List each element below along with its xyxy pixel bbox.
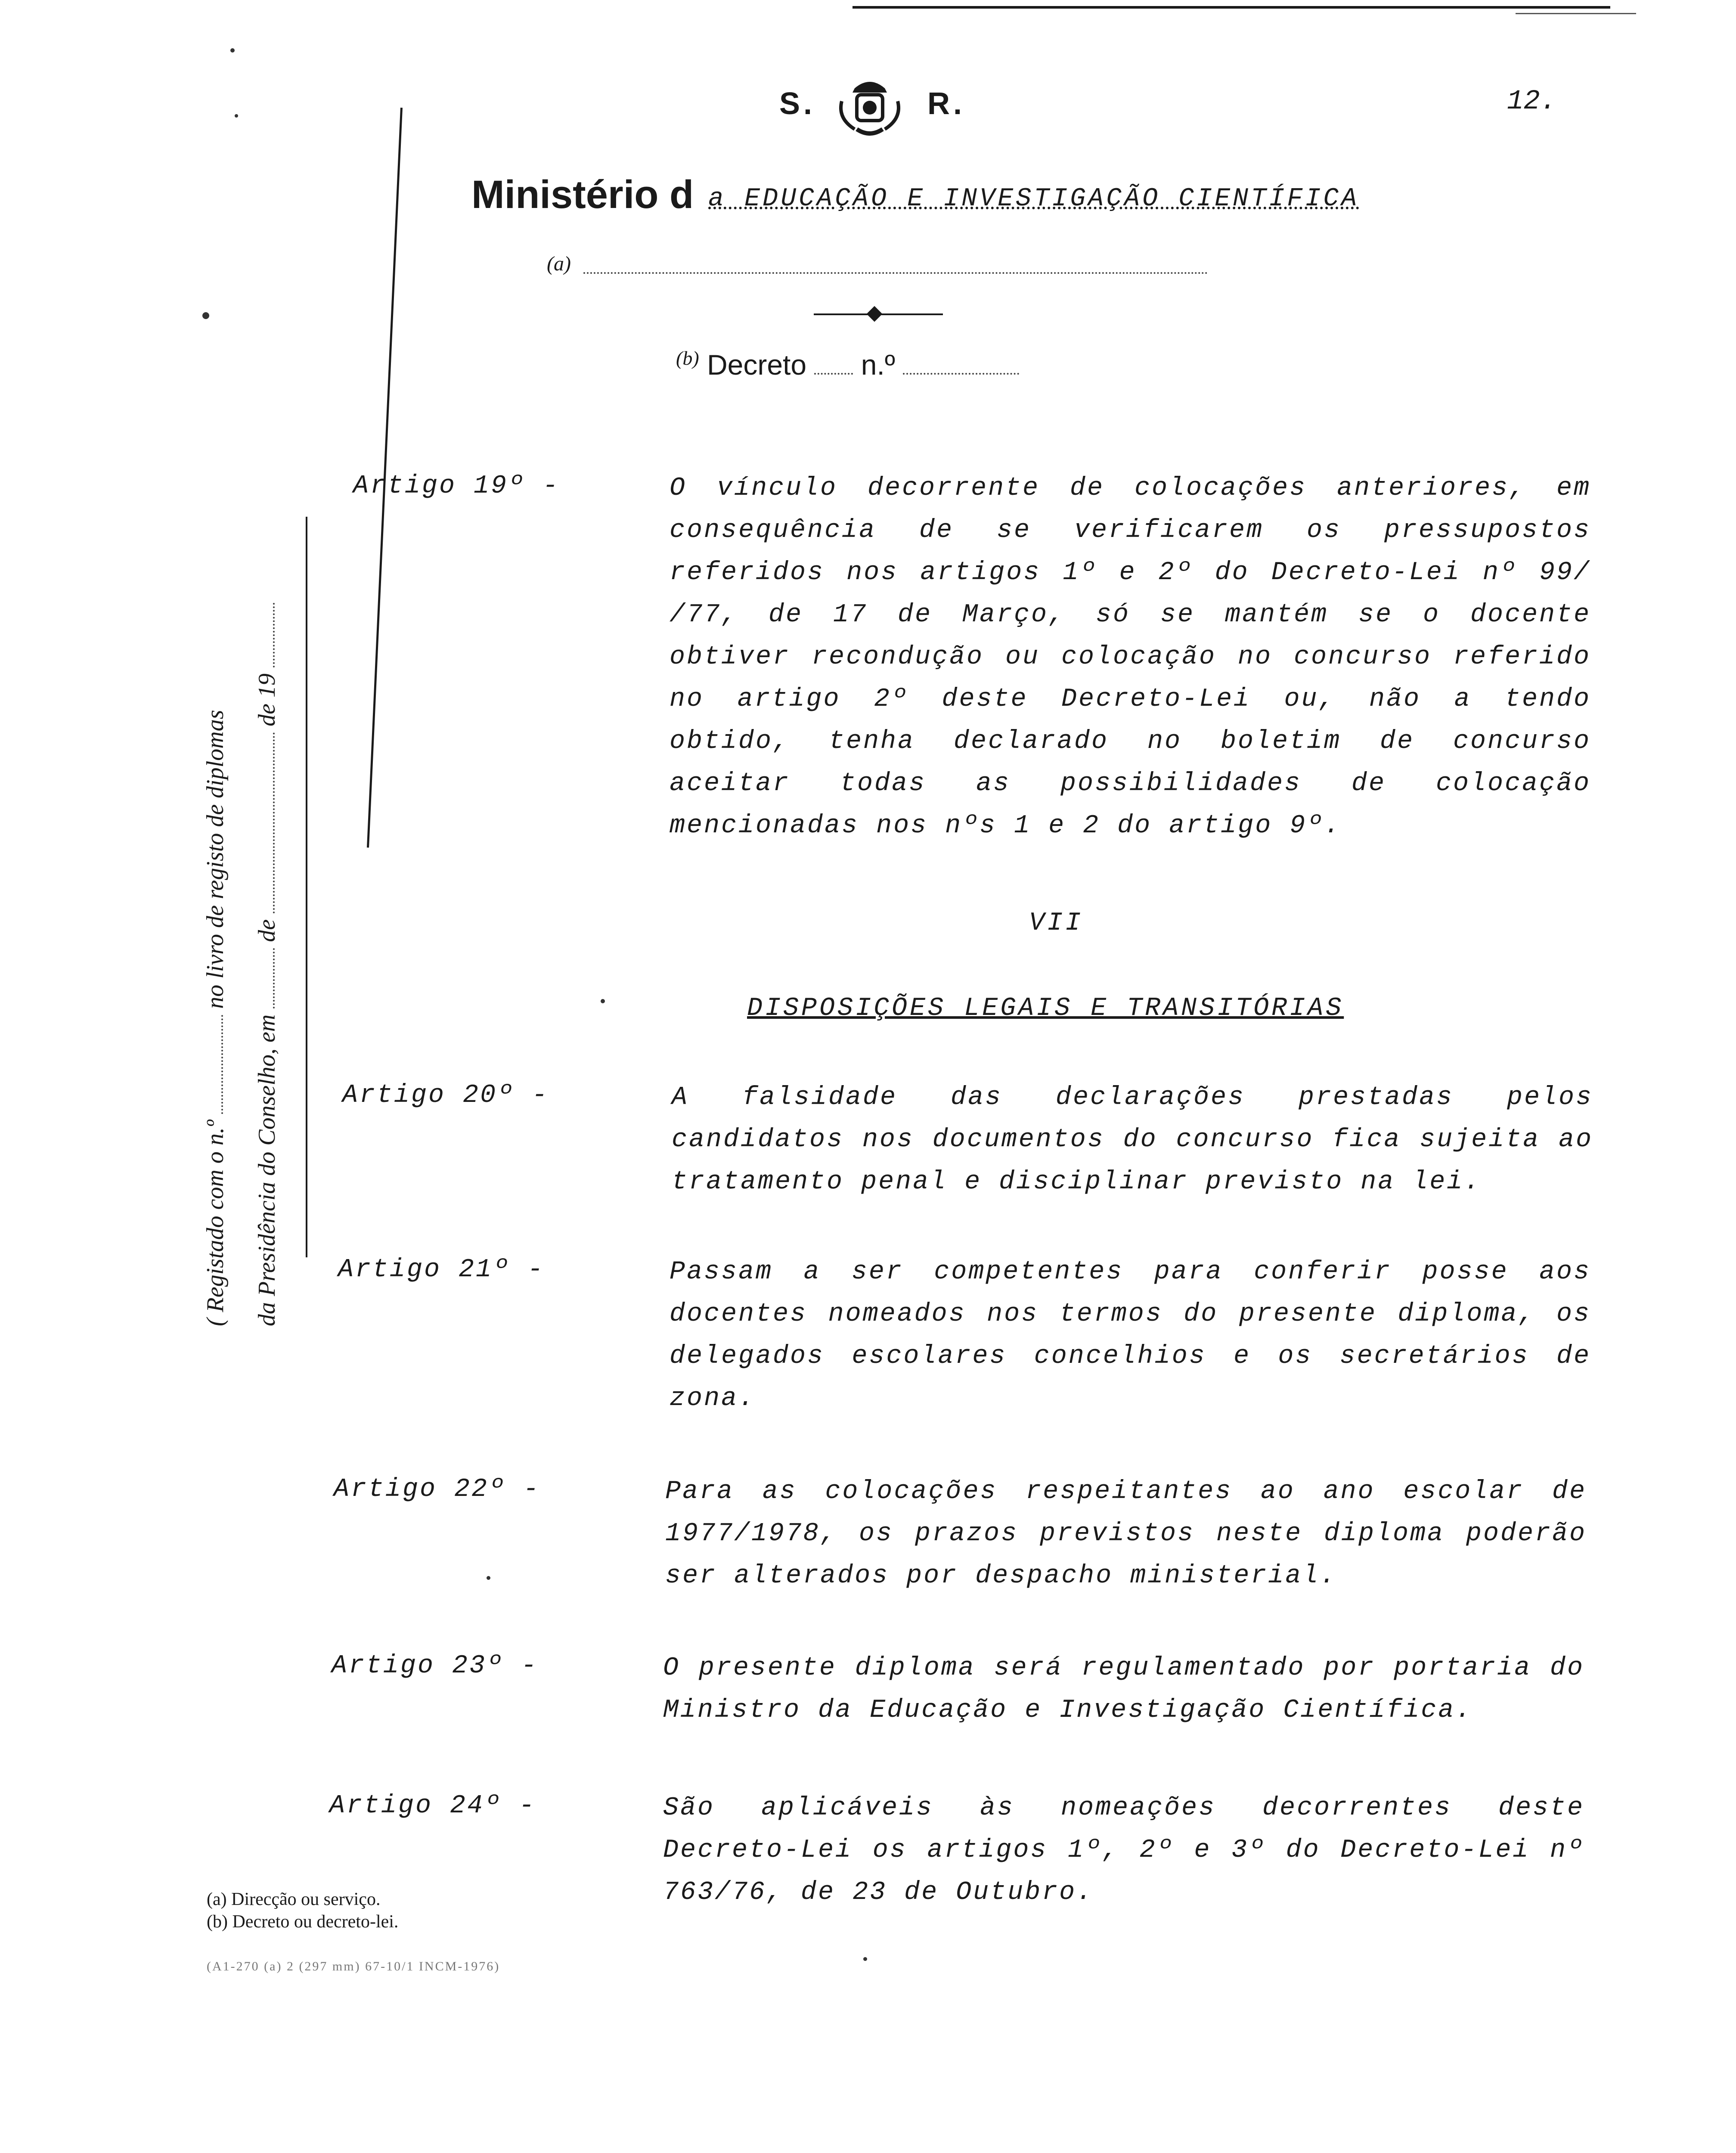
divider-diamond-icon <box>867 306 883 322</box>
article-24-label: Artigo 24º - <box>329 1791 536 1821</box>
register-line-2 <box>241 517 293 1326</box>
sr-right: R. <box>927 87 966 121</box>
article-22-text: Para as colocações respeitantes ao ano escolar de 1977/1978, os prazos previstos neste diploma poderão ser alterados por despacho ministerial. <box>665 1477 1587 1591</box>
register-year-field <box>260 603 275 667</box>
register-month-field <box>260 732 275 913</box>
scan-speck <box>230 48 235 53</box>
top-rule <box>852 6 1610 9</box>
line-a-label: (a) <box>547 252 571 275</box>
footnote-b: (b) Decreto ou decreto-lei. <box>207 1912 399 1932</box>
decreto-number-label: n.º <box>861 349 895 381</box>
register-of-label: de <box>254 919 280 942</box>
sr-left: S. <box>779 87 816 121</box>
article-20-label: Artigo 20º - <box>342 1081 549 1110</box>
article-24-text: São aplicáveis às nomeações decorrentes deste Decreto-Lei os artigos 1º, 2º e 3º do Decreto-Lei nº 763/76, de 23 de Outubro. <box>663 1793 1584 1907</box>
coat-of-arms-icon <box>833 75 906 140</box>
decreto-line <box>676 347 1019 381</box>
scan-speck <box>235 114 238 118</box>
section-title: DISPOSIÇÕES LEGAIS E TRANSITÓRIAS <box>747 994 1344 1023</box>
register-date-label: da Presidência do Conselho, em <box>254 1014 280 1326</box>
register-day-field <box>260 948 275 1008</box>
scan-speck <box>863 1957 867 1961</box>
printer-mark: (A1-270 (a) 2 (297 mm) 67-10/1 INCM-1976) <box>207 1959 500 1973</box>
register-box-line <box>306 517 307 1257</box>
article-21-label: Artigo 21º - <box>338 1255 545 1284</box>
page-number: 12. <box>1507 86 1557 117</box>
decreto-b-label: (b) <box>676 347 699 369</box>
top-rule-secondary <box>1516 13 1636 14</box>
register-book-label: no livro de registo de diplomas <box>202 710 229 1009</box>
line-a-field <box>583 272 1208 274</box>
ministry-title: Ministério d <box>471 173 694 217</box>
decreto-number-field <box>903 356 1019 375</box>
ministry-name: a EDUCAÇÃO E INVESTIGAÇÃO CIENTÍFICA <box>708 184 1360 214</box>
footnote-a: (a) Direcção ou serviço. <box>207 1889 381 1909</box>
scan-speck <box>202 312 209 319</box>
register-stamp <box>189 517 293 1326</box>
register-number-field <box>208 1015 223 1114</box>
article-19-text: O vínculo decorrente de colocações anteriores, em consequência de se verificarem os pressupostos referidos nos artigos 1º e 2º do Decreto-Lei nº 99/ /77, de 17 de Março, só se mantém se o docente obtiver recondução ou colocação no concurso referido no artigo 2º deste Decreto-Lei ou, não a tendo obtido, tenha declarado no boletim de concurso aceitar todas as possibilidades de colocação mencionadas nos nºs 1 e 2 do artigo 9º. <box>670 474 1591 841</box>
register-number-label: Registado com o n.º <box>202 1120 229 1312</box>
article-20-text: A falsidade das declarações prestadas pelos candidatos nos documentos do concurso fica sujeita ao tratamento penal e disciplinar previsto na lei. <box>672 1083 1593 1197</box>
article-23-label: Artigo 23º - <box>332 1651 539 1681</box>
article-19-label: Artigo 19º - <box>353 472 560 501</box>
decreto-label: Decreto <box>707 349 807 381</box>
scan-speck <box>487 1576 490 1580</box>
article-22-label: Artigo 22º - <box>334 1475 541 1504</box>
register-line-1: ( Registado com o n.º no livro de registo de diplomas <box>202 710 229 1326</box>
article-23-text: O presente diploma será regulamentado por portaria do Ministro da Educação e Investigação Científica. <box>663 1654 1584 1725</box>
scan-speck <box>601 999 605 1003</box>
section-number: VII <box>1029 909 1084 938</box>
article-21-text: Passam a ser competentes para conferir posse aos docentes nomeados nos termos do presente diploma, os delegados escolares concelhios e os secretários de zona. <box>670 1257 1591 1413</box>
decreto-type-field <box>814 356 853 375</box>
register-year-label: de 19 <box>254 673 280 726</box>
